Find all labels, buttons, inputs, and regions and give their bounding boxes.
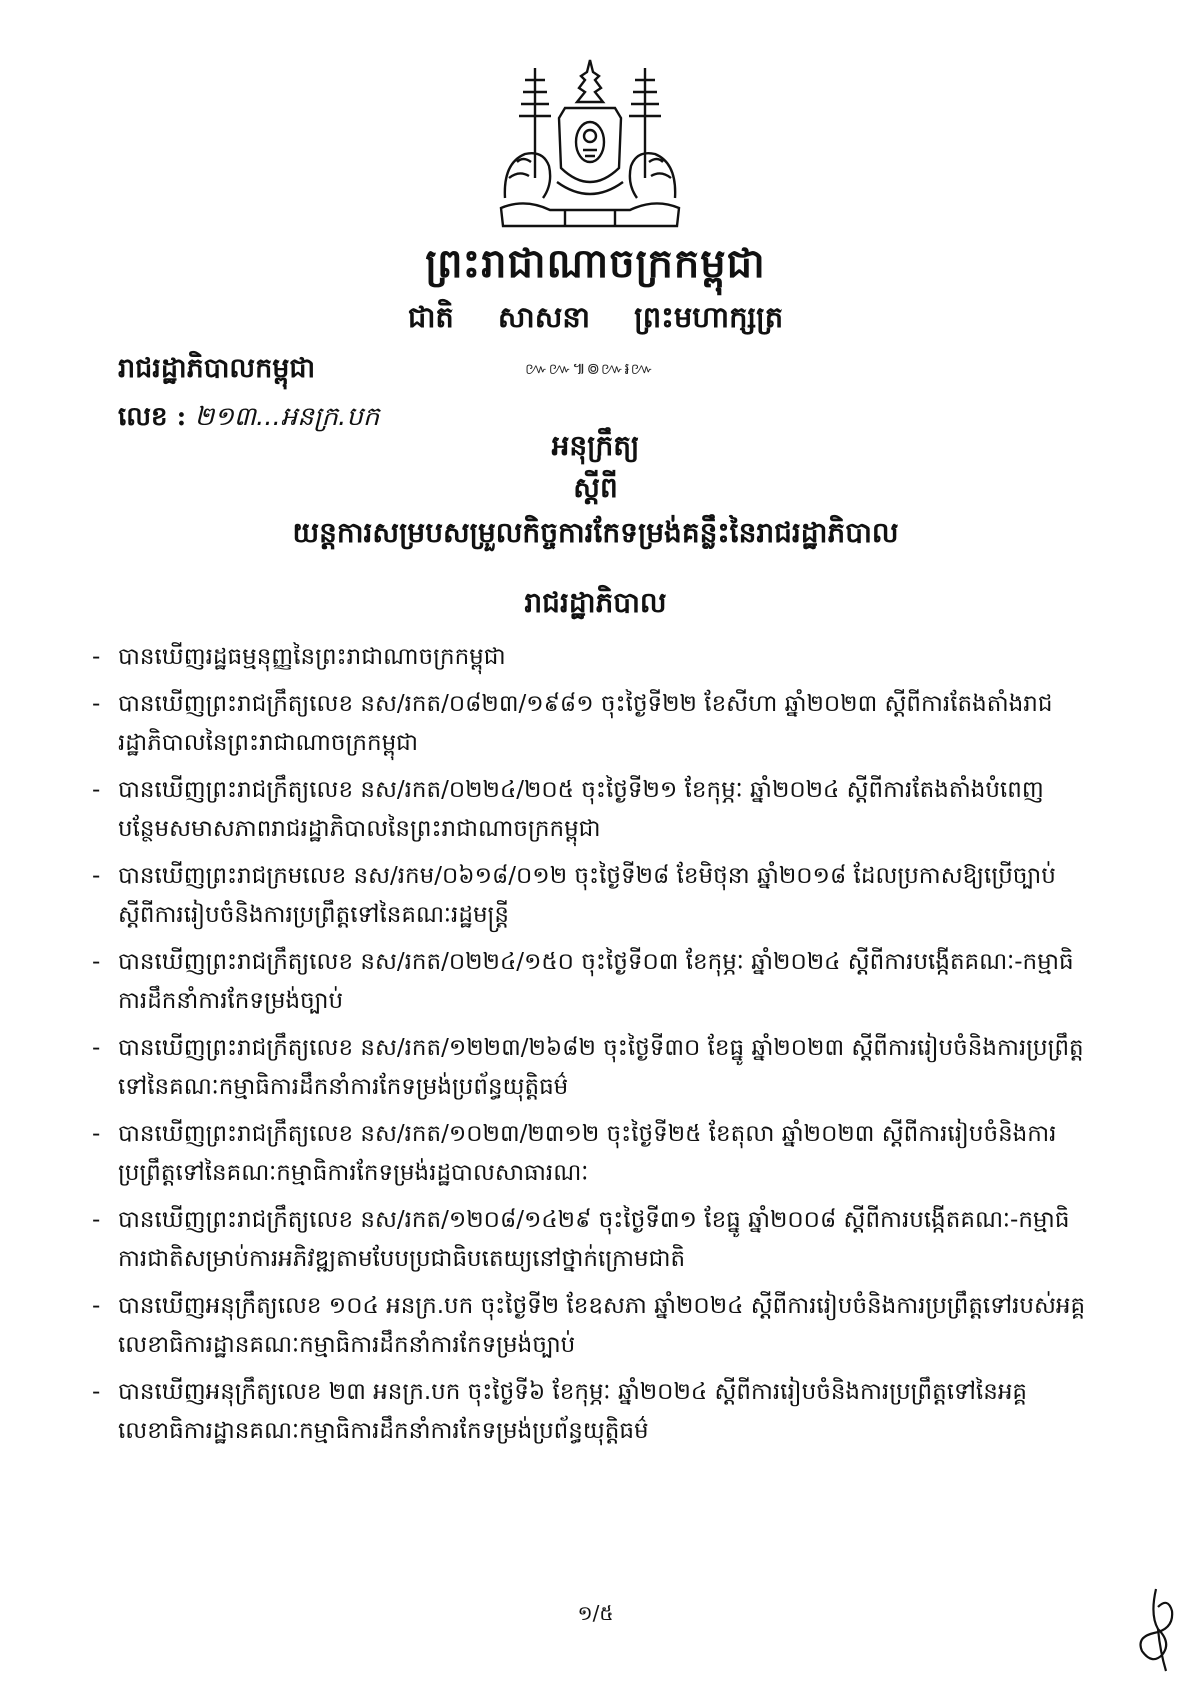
list-item: - បានឃើញព្រះរាជក្រឹត្យលេខ នស/រកត/០៨២៣/១៩៨១ ចុះថ្ងៃទី២២ ខែសីហា ឆ្នាំ២០២៣ ស្តីពីការតែងតាំងរាជរដ្ឋាភិបាលនៃព្រះរាជាណាចក្រកម្ពុជា — [92, 691, 1053, 756]
consideration-text: បានឃើញរដ្ឋធម្មនុញ្ញនៃព្រះរាជាណាចក្រកម្ពុជា — [118, 644, 506, 670]
consideration-text: បានឃើញព្រះរាជក្រឹត្យលេខ នស/រកត/០២២៤/២០៥ ចុះថ្ងៃទី២១ ខែកុម្ភៈ ឆ្នាំ២០២៤ ស្តីពីការតែងតាំងបំពេញបន្ថែមសមាសភាពរាជរដ្ឋាភិបាលនៃព្រះរាជាណាចក្រកម្ពុជា — [118, 777, 1044, 842]
list-item: - បានឃើញព្រះរាជក្រឹត្យលេខ នស/រកត/០២២៤/១៥០ ចុះថ្ងៃទី០៣ ខែកុម្ភៈ ឆ្នាំ២០២៤ ស្តីពីការបង្កើតគណៈ-កម្មាធិការដឹកនាំការកែទម្រង់ច្បាប់ — [92, 949, 1074, 1014]
consideration-text: បានឃើញព្រះរាជក្រឹត្យលេខ នស/រកត/១២០៨/១៤២៩ ចុះថ្ងៃទី៣១ ខែធ្នូ ឆ្នាំ២០០៨ ស្តីពីការបង្កើតគណៈ-កម្មាធិការជាតិសម្រាប់ការអភិវឌ្ឍតាមបែបប្រជាធិបតេយ្យនៅថ្នាក់ក្រោមជាតិ — [118, 1207, 1070, 1272]
kingdom-title: ព្រះរាជាណាចក្រកម្ពុជា — [425, 240, 766, 287]
list-item: - បានឃើញព្រះរាជក្រឹត្យលេខ នស/រកត/១២០៨/១៤២៩ ចុះថ្ងៃទី៣១ ខែធ្នូ ឆ្នាំ២០០៨ ស្តីពីការបង្កើតគណៈ-កម្មាធិការជាតិសម្រាប់ការអភិវឌ្ឍតាមបែបប្រជាធិបតេយ្យនៅថ្នាក់ក្រោមជាតិ — [92, 1207, 1070, 1272]
signature-initial-icon — [1128, 1585, 1183, 1675]
list-item: - បានឃើញអនុក្រឹត្យលេខ ១០៤ អនក្រ.បក ចុះថ្ងៃទី២ ខែឧសភា ឆ្នាំ២០២៤ ស្តីពីការរៀបចំនិងការប្រព្រឹត្តទៅរបស់អគ្គលេខាធិការដ្ឋានគណៈកម្មាធិការដឹកនាំការកែទម្រង់ច្បាប់ — [92, 1293, 1086, 1358]
reference-label: លេខ : — [118, 402, 187, 432]
list-item: - បានឃើញព្រះរាជក្រឹត្យលេខ នស/រកត/១០២៣/២៣១២ ចុះថ្ងៃទី២៥ ខែតុលា ឆ្នាំ២០២៣ ស្តីពីការរៀបចំនិងការប្រព្រឹត្តទៅនៃគណៈកម្មាធិការកែទម្រង់រដ្ឋបាលសាធារណៈ — [92, 1121, 1057, 1186]
considerations-list — [92, 638, 1092, 1459]
list-item: - បានឃើញព្រះរាជក្រមលេខ នស/រកម/០៦១៨/០១២ ចុះថ្ងៃទី២៨ ខែមិថុនា ឆ្នាំ២០១៨ ដែលប្រកាសឱ្យប្រើច្បាប់ស្តីពីការរៀបចំនិងការប្រព្រឹត្តទៅនៃគណៈរដ្ឋមន្ត្រី — [92, 863, 1056, 928]
issuing-body: រាជរដ្ឋាភិបាល — [524, 586, 667, 619]
government-name: រាជរដ្ឋាភិបាលកម្ពុជា — [118, 353, 316, 384]
document-subject: យន្តការសម្របសម្រួលកិច្ចការកែទម្រង់គន្លឹះនៃរាជរដ្ឋាភិបាល — [292, 516, 899, 549]
royal-arms-emblem-icon — [495, 58, 685, 233]
list-item: - បានឃើញព្រះរាជក្រឹត្យលេខ នស/រកត/១២២៣/២៦៨២ ចុះថ្ងៃទី៣០ ខែធ្នូ ឆ្នាំ២០២៣ ស្តីពីការរៀបចំនិងការប្រព្រឹត្តទៅនៃគណៈកម្មាធិការដឹកនាំការកែទម្រង់ប្រព័ន្ធយុត្តិធម៌ — [92, 1035, 1084, 1100]
consideration-text: បានឃើញព្រះរាជក្រមលេខ នស/រកម/០៦១៨/០១២ ចុះថ្ងៃទី២៨ ខែមិថុនា ឆ្នាំ២០១៨ ដែលប្រកាសឱ្យប្រើច្បាប់ស្តីពីការរៀបចំនិងការប្រព្រឹត្តទៅនៃគណៈរដ្ឋមន្ត្រី — [118, 863, 1056, 928]
consideration-text: បានឃើញអនុក្រឹត្យលេខ ១០៤ អនក្រ.បក ចុះថ្ងៃទី២ ខែឧសភា ឆ្នាំ២០២៤ ស្តីពីការរៀបចំនិងការប្រព្រឹត្តទៅរបស់អគ្គលេខាធិការដ្ឋានគណៈកម្មាធិការដឹកនាំការកែទម្រង់ច្បាប់ — [118, 1293, 1086, 1358]
page-number: ១/៥ — [577, 1601, 614, 1625]
list-item: - បានឃើញរដ្ឋធម្មនុញ្ញនៃព្រះរាជាណាចក្រកម្ពុជា — [92, 644, 506, 670]
reference-value: ២១៣...អនក្រ.បក — [194, 402, 380, 432]
list-item: - បានឃើញអនុក្រឹត្យលេខ ២៣ អនក្រ.បក ចុះថ្ងៃទី៦ ខែកុម្ភៈ ឆ្នាំ២០២៤ ស្តីពីការរៀបចំនិងការប្រព្រឹត្តទៅនៃអគ្គលេខាធិការដ្ឋានគណៈកម្មាធិការដឹកនាំការកែទម្រង់ប្រព័ន្ធយុត្តិធម៌ — [92, 1379, 1028, 1444]
about-label: ស្តីពី — [573, 471, 618, 504]
consideration-text: បានឃើញព្រះរាជក្រឹត្យលេខ នស/រកត/១០២៣/២៣១២ ចុះថ្ងៃទី២៥ ខែតុលា ឆ្នាំ២០២៣ ស្តីពីការរៀបចំនិងការប្រព្រឹត្តទៅនៃគណៈកម្មាធិការកែទម្រង់រដ្ឋបាលសាធារណៈ — [118, 1121, 1057, 1186]
consideration-text: បានឃើញព្រះរាជក្រឹត្យលេខ នស/រកត/១២២៣/២៦៨២ ចុះថ្ងៃទី៣០ ខែធ្នូ ឆ្នាំ២០២៣ ស្តីពីការរៀបចំនិងការប្រព្រឹត្តទៅនៃគណៈកម្មាធិការដឹកនាំការកែទម្រង់ប្រព័ន្ធយុត្តិធម៌ — [118, 1035, 1084, 1100]
consideration-text: បានឃើញអនុក្រឹត្យលេខ ២៣ អនក្រ.បក ចុះថ្ងៃទី៦ ខែកុម្ភៈ ឆ្នាំ២០២៤ ស្តីពីការរៀបចំនិងការប្រព្រឹត្តទៅនៃអគ្គលេខាធិការដ្ឋានគណៈកម្មាធិការដឹកនាំការកែទម្រង់ប្រព័ន្ធយុត្តិធម៌ — [118, 1379, 1028, 1444]
document-type: អនុក្រឹត្យ — [551, 429, 640, 462]
list-item: - បានឃើញព្រះរាជក្រឹត្យលេខ នស/រកត/០២២៤/២០៥ ចុះថ្ងៃទី២១ ខែកុម្ភៈ ឆ្នាំ២០២៤ ស្តីពីការតែងតាំងបំពេញបន្ថែមសមាសភាពរាជរដ្ឋាភិបាលនៃព្រះរាជាណាចក្រកម្ពុជា — [92, 777, 1044, 842]
consideration-text: បានឃើញព្រះរាជក្រឹត្យលេខ នស/រកត/០៨២៣/១៩៨១ ចុះថ្ងៃទី២២ ខែសីហា ឆ្នាំ២០២៣ ស្តីពីការតែងតាំងរាជរដ្ឋាភិបាលនៃព្រះរាជាណាចក្រកម្ពុជា — [118, 691, 1053, 756]
decorative-ornament: ៚៚៕៙៚៛៚ — [525, 359, 655, 378]
consideration-text: បានឃើញព្រះរាជក្រឹត្យលេខ នស/រកត/០២២៤/១៥០ ចុះថ្ងៃទី០៣ ខែកុម្ភៈ ឆ្នាំ២០២៤ ស្តីពីការបង្កើតគណៈ-កម្មាធិការដឹកនាំការកែទម្រង់ច្បាប់ — [118, 949, 1074, 1014]
national-motto: ជាតិ សាសនា ព្រះមហាក្សត្រ — [407, 300, 784, 334]
